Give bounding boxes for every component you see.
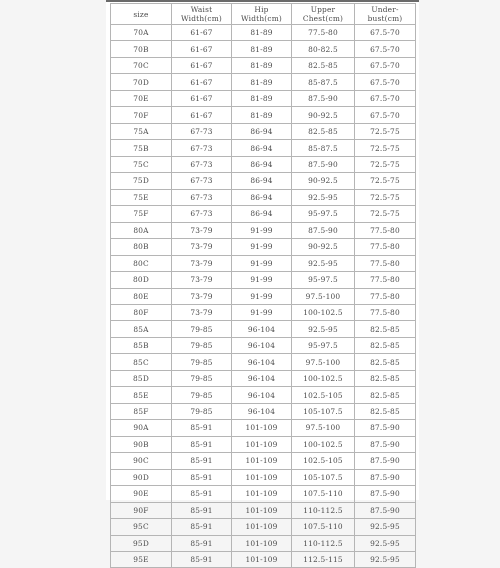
upper-chest-cell: 82.5-85: [292, 123, 355, 139]
header-size: [111, 4, 172, 25]
underbust-cell: 87.5-90: [355, 436, 416, 452]
underbust-cell: 92.5-95: [355, 552, 416, 568]
waist-cell: 67-73: [172, 173, 232, 189]
hip-cell: 81-89: [232, 57, 292, 73]
header-underbust: [355, 4, 416, 25]
size-cell: 75E: [111, 189, 172, 205]
waist-cell: 67-73: [172, 189, 232, 205]
waist-cell: 85-91: [172, 502, 232, 518]
size-cell: 90D: [111, 469, 172, 485]
hip-cell: 81-89: [232, 90, 292, 106]
upper-chest-cell: 107.5-110: [292, 519, 355, 535]
size-cell: 85C: [111, 354, 172, 370]
waist-cell: 79-85: [172, 337, 232, 353]
waist-cell: 79-85: [172, 321, 232, 337]
underbust-cell: 77.5-80: [355, 304, 416, 320]
size-cell: 85A: [111, 321, 172, 337]
header-underbust-line1: Under-: [371, 5, 399, 14]
upper-chest-cell: 105-107.5: [292, 403, 355, 419]
upper-chest-cell: 92.5-95: [292, 189, 355, 205]
underbust-cell: 67.5-70: [355, 41, 416, 57]
size-cell: 85B: [111, 337, 172, 353]
table-row: [111, 453, 416, 469]
size-cell: 70B: [111, 41, 172, 57]
underbust-cell: 82.5-85: [355, 337, 416, 353]
waist-cell: 79-85: [172, 387, 232, 403]
hip-cell: 91-99: [232, 304, 292, 320]
header-hip-line2: Width(cm): [240, 14, 282, 23]
hip-cell: 86-94: [232, 189, 292, 205]
size-cell: 80D: [111, 272, 172, 288]
hip-cell: 96-104: [232, 387, 292, 403]
hip-cell: 101-109: [232, 420, 292, 436]
table-row: [111, 140, 416, 156]
table-row: [111, 173, 416, 189]
upper-chest-cell: 97.5-100: [292, 420, 355, 436]
table-row: [111, 206, 416, 222]
upper-chest-cell: 97.5-100: [292, 354, 355, 370]
underbust-cell: 72.5-75: [355, 173, 416, 189]
upper-chest-cell: 82.5-85: [292, 57, 355, 73]
underbust-cell: 77.5-80: [355, 288, 416, 304]
size-cell: 90B: [111, 436, 172, 452]
upper-chest-cell: 92.5-95: [292, 321, 355, 337]
table-row: [111, 189, 416, 205]
table-row: [111, 272, 416, 288]
table-row: [111, 552, 416, 568]
table-row: [111, 239, 416, 255]
underbust-cell: 82.5-85: [355, 387, 416, 403]
waist-cell: 85-91: [172, 453, 232, 469]
waist-cell: 67-73: [172, 140, 232, 156]
waist-cell: 61-67: [172, 57, 232, 73]
table-row: [111, 502, 416, 518]
underbust-cell: 87.5-90: [355, 453, 416, 469]
size-cell: 80F: [111, 304, 172, 320]
waist-cell: 79-85: [172, 354, 232, 370]
table-row: [111, 107, 416, 123]
table-row: [111, 156, 416, 172]
size-cell: 85E: [111, 387, 172, 403]
size-cell: 80B: [111, 239, 172, 255]
hip-cell: 101-109: [232, 519, 292, 535]
waist-cell: 85-91: [172, 552, 232, 568]
hip-cell: 101-109: [232, 453, 292, 469]
table-row: [111, 436, 416, 452]
upper-chest-cell: 87.5-90: [292, 90, 355, 106]
upper-chest-cell: 87.5-90: [292, 156, 355, 172]
waist-cell: 85-91: [172, 519, 232, 535]
size-cell: 75D: [111, 173, 172, 189]
underbust-cell: 77.5-80: [355, 239, 416, 255]
upper-chest-cell: 85-87.5: [292, 74, 355, 90]
underbust-cell: 72.5-75: [355, 156, 416, 172]
table-row: [111, 403, 416, 419]
table-row: [111, 370, 416, 386]
underbust-cell: 67.5-70: [355, 90, 416, 106]
hip-cell: 81-89: [232, 74, 292, 90]
size-cell: 90A: [111, 420, 172, 436]
waist-cell: 73-79: [172, 222, 232, 238]
waist-cell: 85-91: [172, 469, 232, 485]
header-waist-line1: Waist: [190, 5, 213, 14]
hip-cell: 86-94: [232, 140, 292, 156]
waist-cell: 73-79: [172, 272, 232, 288]
size-cell: 75F: [111, 206, 172, 222]
hip-cell: 96-104: [232, 354, 292, 370]
underbust-cell: 77.5-80: [355, 222, 416, 238]
hip-cell: 86-94: [232, 156, 292, 172]
size-cell: 80A: [111, 222, 172, 238]
size-cell: 70E: [111, 90, 172, 106]
size-cell: 70D: [111, 74, 172, 90]
upper-chest-cell: 95-97.5: [292, 337, 355, 353]
hip-cell: 81-89: [232, 25, 292, 41]
upper-chest-cell: 102.5-105: [292, 453, 355, 469]
table-row: [111, 123, 416, 139]
upper-chest-cell: 87.5-90: [292, 222, 355, 238]
header-underbust-line2: bust(cm): [367, 14, 403, 23]
size-cell: 95E: [111, 552, 172, 568]
hip-cell: 86-94: [232, 173, 292, 189]
waist-cell: 61-67: [172, 41, 232, 57]
size-chart-table: [110, 3, 416, 568]
waist-cell: 85-91: [172, 436, 232, 452]
upper-chest-cell: 90-92.5: [292, 173, 355, 189]
size-cell: 75B: [111, 140, 172, 156]
hip-cell: 91-99: [232, 255, 292, 271]
hip-cell: 101-109: [232, 486, 292, 502]
waist-cell: 73-79: [172, 255, 232, 271]
underbust-cell: 87.5-90: [355, 469, 416, 485]
upper-chest-cell: 92.5-95: [292, 255, 355, 271]
size-chart-sheet: [106, 0, 419, 565]
waist-cell: 73-79: [172, 304, 232, 320]
table-row: [111, 222, 416, 238]
underbust-cell: 67.5-70: [355, 107, 416, 123]
waist-cell: 85-91: [172, 420, 232, 436]
hip-cell: 96-104: [232, 370, 292, 386]
hip-cell: 86-94: [232, 206, 292, 222]
hip-cell: 81-89: [232, 41, 292, 57]
underbust-cell: 82.5-85: [355, 370, 416, 386]
upper-chest-cell: 80-82.5: [292, 41, 355, 57]
size-cell: 90C: [111, 453, 172, 469]
hip-cell: 91-99: [232, 272, 292, 288]
underbust-cell: 72.5-75: [355, 206, 416, 222]
hip-cell: 91-99: [232, 239, 292, 255]
header-hip-line1: Hip: [254, 5, 269, 14]
hip-cell: 91-99: [232, 222, 292, 238]
underbust-cell: 67.5-70: [355, 74, 416, 90]
size-cell: 95C: [111, 519, 172, 535]
table-row: [111, 304, 416, 320]
upper-chest-cell: 90-92.5: [292, 107, 355, 123]
waist-cell: 61-67: [172, 25, 232, 41]
waist-cell: 61-67: [172, 74, 232, 90]
size-cell: 75A: [111, 123, 172, 139]
upper-chest-cell: 112.5-115: [292, 552, 355, 568]
underbust-cell: 87.5-90: [355, 502, 416, 518]
table-row: [111, 90, 416, 106]
underbust-cell: 77.5-80: [355, 255, 416, 271]
table-row: [111, 337, 416, 353]
upper-chest-cell: 107.5-110: [292, 486, 355, 502]
table-row: [111, 469, 416, 485]
size-cell: 70C: [111, 57, 172, 73]
header-waist-line2: Width(cm): [180, 14, 222, 23]
hip-cell: 101-109: [232, 436, 292, 452]
header-waist-width: [172, 4, 232, 25]
upper-chest-cell: 102.5-105: [292, 387, 355, 403]
size-cell: 80C: [111, 255, 172, 271]
size-cell: 90E: [111, 486, 172, 502]
table-row: [111, 288, 416, 304]
size-cell: 85D: [111, 370, 172, 386]
upper-chest-cell: 100-102.5: [292, 304, 355, 320]
header-upper-chest: [292, 4, 355, 25]
underbust-cell: 72.5-75: [355, 140, 416, 156]
waist-cell: 85-91: [172, 535, 232, 551]
size-cell: 90F: [111, 502, 172, 518]
table-row: [111, 255, 416, 271]
waist-cell: 73-79: [172, 288, 232, 304]
upper-chest-cell: 97.5-100: [292, 288, 355, 304]
header-size-label: size: [133, 9, 149, 19]
header-chest-line2: Chest(cm): [302, 14, 344, 23]
underbust-cell: 82.5-85: [355, 354, 416, 370]
size-cell: 95D: [111, 535, 172, 551]
header-chest-line1: Upper: [310, 5, 336, 14]
hip-cell: 101-109: [232, 535, 292, 551]
hip-cell: 96-104: [232, 403, 292, 419]
size-cell: 85F: [111, 403, 172, 419]
upper-chest-cell: 100-102.5: [292, 370, 355, 386]
upper-chest-cell: 110-112.5: [292, 535, 355, 551]
table-row: [111, 420, 416, 436]
underbust-cell: 87.5-90: [355, 486, 416, 502]
table-row: [111, 321, 416, 337]
waist-cell: 67-73: [172, 206, 232, 222]
upper-chest-cell: 77.5-80: [292, 25, 355, 41]
upper-chest-cell: 90-92.5: [292, 239, 355, 255]
waist-cell: 67-73: [172, 156, 232, 172]
hip-cell: 86-94: [232, 123, 292, 139]
table-row: [111, 387, 416, 403]
upper-chest-cell: 110-112.5: [292, 502, 355, 518]
table-row: [111, 41, 416, 57]
underbust-cell: 72.5-75: [355, 189, 416, 205]
hip-cell: 101-109: [232, 469, 292, 485]
waist-cell: 79-85: [172, 403, 232, 419]
waist-cell: 61-67: [172, 107, 232, 123]
upper-chest-cell: 95-97.5: [292, 272, 355, 288]
underbust-cell: 67.5-70: [355, 57, 416, 73]
top-border-line: [106, 0, 419, 2]
underbust-cell: 67.5-70: [355, 25, 416, 41]
underbust-cell: 82.5-85: [355, 403, 416, 419]
underbust-cell: 92.5-95: [355, 519, 416, 535]
waist-cell: 79-85: [172, 370, 232, 386]
hip-cell: 96-104: [232, 321, 292, 337]
table-header-row: [111, 4, 416, 25]
underbust-cell: 87.5-90: [355, 420, 416, 436]
table-row: [111, 535, 416, 551]
upper-chest-cell: 100-102.5: [292, 436, 355, 452]
table-row: [111, 25, 416, 41]
table-row: [111, 74, 416, 90]
waist-cell: 85-91: [172, 486, 232, 502]
size-cell: 80E: [111, 288, 172, 304]
underbust-cell: 82.5-85: [355, 321, 416, 337]
table-row: [111, 354, 416, 370]
hip-cell: 81-89: [232, 107, 292, 123]
waist-cell: 67-73: [172, 123, 232, 139]
underbust-cell: 77.5-80: [355, 272, 416, 288]
header-hip-width: [232, 4, 292, 25]
size-table-body: [111, 25, 416, 568]
underbust-cell: 92.5-95: [355, 535, 416, 551]
waist-cell: 61-67: [172, 90, 232, 106]
hip-cell: 101-109: [232, 502, 292, 518]
underbust-cell: 72.5-75: [355, 123, 416, 139]
table-row: [111, 519, 416, 535]
size-cell: 70A: [111, 25, 172, 41]
upper-chest-cell: 95-97.5: [292, 206, 355, 222]
upper-chest-cell: 105-107.5: [292, 469, 355, 485]
hip-cell: 96-104: [232, 337, 292, 353]
size-cell: 70F: [111, 107, 172, 123]
hip-cell: 101-109: [232, 552, 292, 568]
table-row: [111, 57, 416, 73]
waist-cell: 73-79: [172, 239, 232, 255]
upper-chest-cell: 85-87.5: [292, 140, 355, 156]
size-cell: 75C: [111, 156, 172, 172]
hip-cell: 91-99: [232, 288, 292, 304]
